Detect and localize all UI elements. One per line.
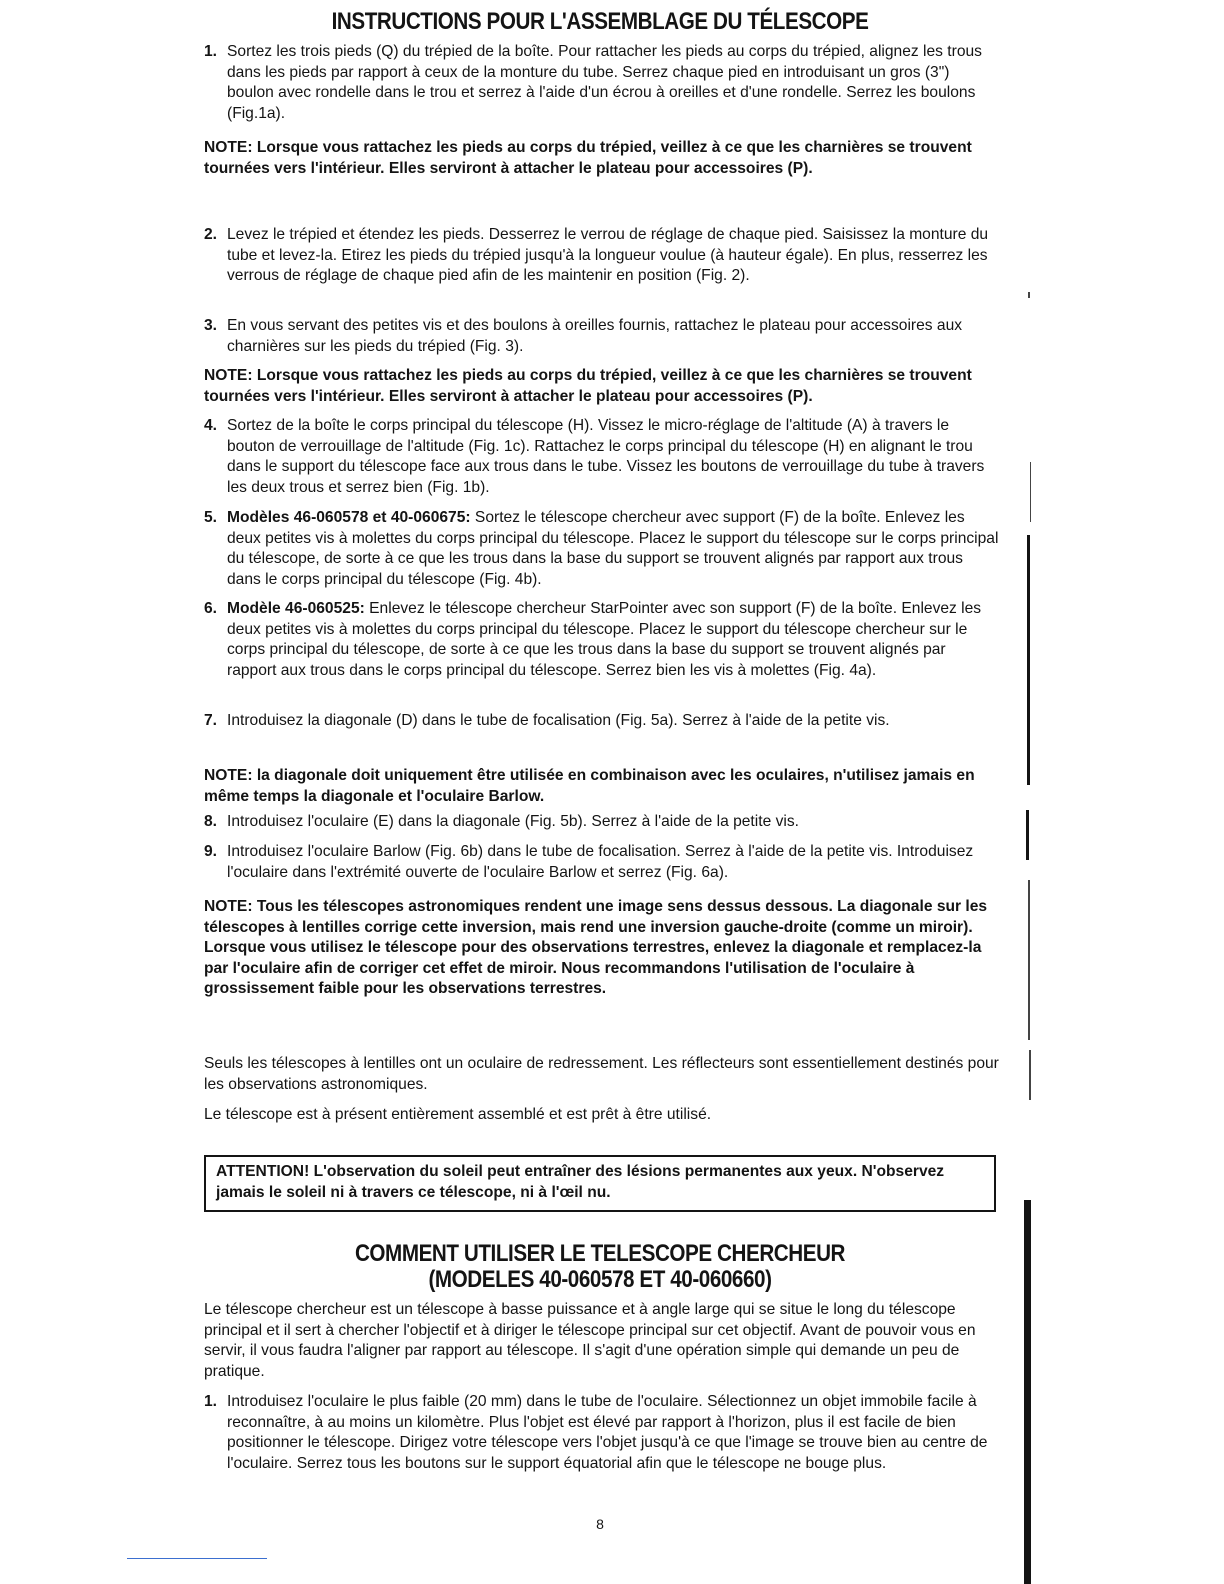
step-number: 9. [204,843,218,860]
step-text: En vous servant des petites vis et des boulons à oreilles fournis, rattachez le plateau pour accessoires aux charnières sur les pieds du trépied (Fig. 3). [227,317,963,355]
finder-step-1 [204,1392,999,1474]
step-text: Enlevez le télescope chercheur StarPointer avec son support (F) de la boîte. Enlevez les deux petites vis à molettes du corps principal du télescope. Placez le support du télescope chercheur sur le corps principal du télescope, de sorte à ce que les trous dans la base du support se trouvent alignés par rapport aux trous dans le corps principal du télescope. Serrez bien les vis à molettes (Fig. 4a). [227,600,982,679]
step-text: Introduisez l'oculaire le plus faible (20 mm) dans le tube de l'oculaire. Sélectionnez un objet immobile facile à reconnaître, à au moins un kilomètre. Plus l'objet est élevé par rapport à l'horizon, plus il est facile de bien positionner le télescope. Dirigez votre télescope vers l'objet jusqu'à ce que l'image se trouve bien au centre de l'oculaire. Serrez tous les boutons sur le support équatorial afin que le télescope ne bouge plus. [227,1393,988,1472]
step-5 [204,508,999,590]
step-8 [204,812,999,833]
scan-edge [1027,535,1030,785]
page-number: 8 [596,1516,604,1532]
model-label: Modèles 46-060578 et 40-060675: [227,509,471,526]
step-text: Sortez les trois pieds (Q) du trépied de la boîte. Pour rattacher les pieds au corps du trépied, alignez les trous dans les pieds par rapport à ceux de la monture du tube. Serrez chaque pied en introduisant un gros (3") boulon avec rondelle dans le trou et serrez à l'aide d'un écrou à oreilles et d'une rondelle. Serrez les boulons (Fig.1a). [227,43,982,122]
finder-intro: Le télescope chercheur est un télescope à basse puissance et à angle large qui se situe le long du télescope principal et il sert à chercher l'objectif et à diriger le télescope principal sur cet objectif. Avant de pouvoir vous en servir, il vous faudra l'aligner par rapport au télescope. Il s'agit d'une opération simple qui demande un peu de pratique. [204,1301,976,1380]
step-text: Sortez de la boîte le corps principal du télescope (H). Vissez le micro-réglage de l'altitude (A) à travers le bouton de verrouillage de l'altitude (Fig. 1c). Rattachez le corps principal du télescope (H) en alignant le trou dans le support du télescope face aux trous dans le tube. Vissez les boutons de verrouillage du tube à travers les deux trous et serrez bien (Fig. 1b). [227,417,985,496]
step-6 [204,599,999,681]
scan-mark [1028,880,1030,1040]
step-number: 6. [204,600,218,617]
step-1 [204,42,999,124]
section-title [259,1241,940,1293]
step-2 [204,225,999,287]
note-3: NOTE: la diagonale doit uniquement être utilisée en combinaison avec les oculaires, n'utilisez jamais en même temps la diagonale et l'oculaire Barlow. [204,767,975,805]
step-number: 5. [204,509,218,526]
note-1: NOTE: Lorsque vous rattachez les pieds au corps du trépied, veillez à ce que les charnières se trouvent tournées vers l'intérieur. Elles serviront à attacher le plateau pour accessoires (P). [204,139,972,177]
scan-edge [1026,810,1029,860]
step-number: 4. [204,417,218,434]
footnote-rule [127,1558,267,1559]
model-label: Modèle 46-060525: [227,600,365,617]
step-3 [204,316,999,357]
paragraph-refractors: Seuls les télescopes à lentilles ont un oculaire de redressement. Les réflecteurs sont essentiellement destinés pour les observations astronomiques. [204,1055,999,1093]
note-4: NOTE: Tous les télescopes astronomiques rendent une image sens dessus dessous. La diagonale sur les télescopes à lentilles corrige cette inversion, mais rend une inversion gauche-droite (comme un miroir). Lorsque vous utilisez le télescope pour des observations terrestres, enlevez la diagonale et remplacez-la par l'oculaire afin de corriger cet effet de miroir. Nous recommandons l'utilisation de l'oculaire à grossissement faible pour les observations terrestres. [204,898,988,997]
step-number: 1. [204,43,218,60]
step-number: 8. [204,813,218,830]
step-number: 3. [204,317,218,334]
step-text: Introduisez la diagonale (D) dans le tube de focalisation (Fig. 5a). Serrez à l'aide de la petite vis. [227,712,890,729]
scan-mark [1028,292,1030,298]
paragraph-ready: Le télescope est à présent entièrement assemblé et est prêt à être utilisé. [204,1106,712,1123]
section-title-line-2: (MODELES 40-060578 ET 40-060660) [428,1266,772,1293]
step-text: Introduisez l'oculaire (E) dans la diagonale (Fig. 5b). Serrez à l'aide de la petite vis. [227,813,799,830]
step-text: Introduisez l'oculaire Barlow (Fig. 6b) dans le tube de focalisation. Serrez à l'aide de la petite vis. Introduisez l'oculaire dans l'extrémité ouverte de l'oculaire Barlow et serrez (Fig. 6a). [227,843,974,881]
step-number: 2. [204,226,218,243]
section-title-line-1: COMMENT UTILISER LE TELESCOPE CHERCHEUR [354,1240,846,1267]
step-number: 1. [204,1393,218,1410]
step-number: 7. [204,712,218,729]
page-title: INSTRUCTIONS POUR L'ASSEMBLAGE DU TÉLESCOPE [331,8,869,35]
step-text: Levez le trépied et étendez les pieds. Desserrez le verrou de réglage de chaque pied. Saisissez la monture du tube et levez-la. Etirez les pieds du trépied jusqu'à la longueur voulue (à hauteur égale). En plus, resserrez les verrous de réglage de chaque pied afin de les maintenir en position (Fig. 2). [227,226,989,284]
scan-mark [1030,462,1031,522]
step-text: Sortez le télescope chercheur avec support (F) de la boîte. Enlevez les deux petites vis à molettes du corps principal du télescope. Placez le support du télescope sur le corps principal du télescope, de sorte à ce que les trous dans la base du support se trouvent alignés par rapport aux trous dans le corps principal du télescope (Fig. 4b). [227,509,999,588]
scan-edge [1024,1200,1031,1584]
step-9 [204,842,999,883]
note-2: NOTE: Lorsque vous rattachez les pieds au corps du trépied, veillez à ce que les charnières se trouvent tournées vers l'intérieur. Elles serviront à attacher le plateau pour accessoires (P). [204,367,972,405]
step-7 [204,711,999,732]
step-4 [204,416,999,498]
scan-mark [1029,1050,1031,1100]
warning-box: ATTENTION! L'observation du soleil peut entraîner des lésions permanentes aux yeux. N'observez jamais le soleil ni à travers ce télescope, ni à l'œil nu. [204,1155,996,1212]
